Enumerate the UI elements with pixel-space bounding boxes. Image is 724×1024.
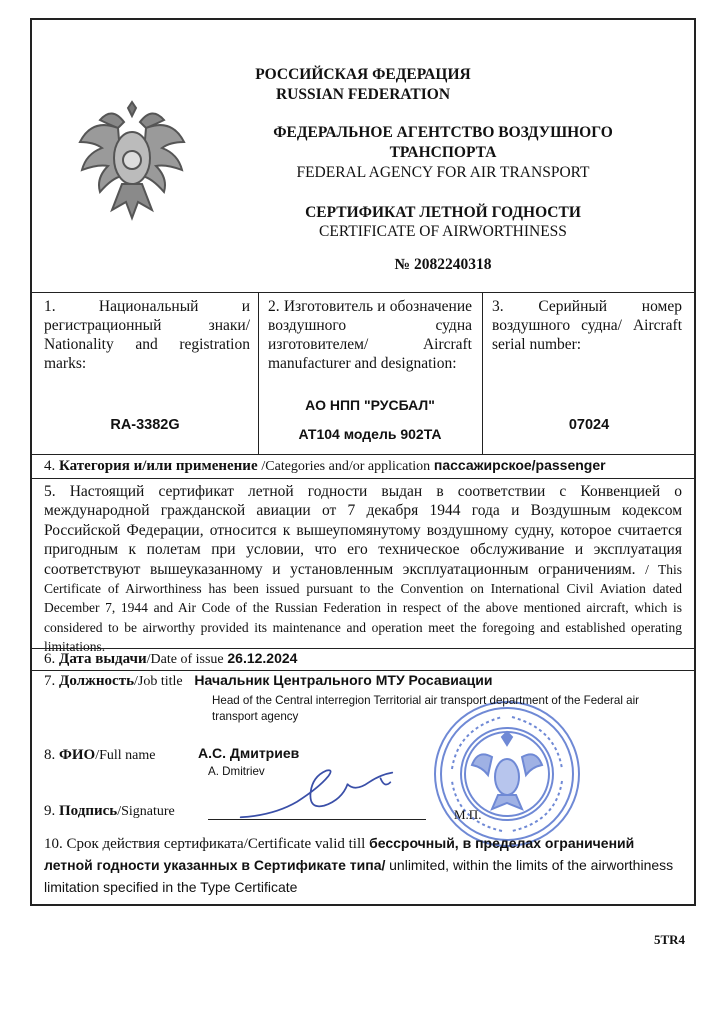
field-2-manufacturer-value: АО НПП "РУСБАЛ" — [305, 397, 435, 413]
field-2-cell — [258, 293, 482, 454]
field-4-label-ru: Категория и/или применение — [59, 458, 258, 474]
certificate-header — [32, 20, 694, 292]
field-9-row — [44, 803, 175, 820]
field-3-cell — [482, 293, 696, 454]
seal-place-label: М.П. — [454, 807, 482, 822]
field-7-label-en: /Job title — [134, 674, 183, 689]
certificate-frame — [30, 18, 696, 906]
field-7-number: 7. — [44, 673, 56, 689]
country-title-ru: РОССИЙСКАЯ ФЕДЕРАЦИЯ — [255, 66, 471, 83]
field-6-label-en: /Date of issue — [146, 652, 224, 667]
field-2-label: 2. Изготовитель и обозначение воздушного судна изготовителем/ Aircraft manufacturer and designation: — [268, 298, 472, 372]
document-title-ru: СЕРТИФИКАТ ЛЕТНОЙ ГОДНОСТИ — [305, 204, 581, 221]
field-1-label: 1. Национальный и регистрационный знаки/ Nationality and registration marks: — [44, 298, 250, 372]
field-8-name-value-en: A. Dmitriev — [208, 765, 265, 778]
agency-name-ru-line1: ФЕДЕРАЛЬНОЕ АГЕНТСТВО ВОЗДУШНОГО — [273, 124, 613, 141]
handwritten-signature-icon — [232, 759, 432, 827]
agency-name-ru-line2: ТРАНСПОРТА — [389, 144, 497, 161]
field-10-label: 10. Срок действия сертификата/Certificate valid till — [44, 836, 366, 852]
field-4-label-en: /Categories and/or application — [261, 459, 431, 474]
field-1-registration-value: RA-3382G — [110, 417, 180, 433]
fields-1-3-row — [32, 292, 694, 454]
field-7-title-value-en: Head of the Central interregion Territorial air transport department of the Federal air transport agency — [212, 694, 640, 723]
field-8-name-value-ru: А.С. Дмитриев — [198, 745, 300, 761]
certificate-number: № 2082240318 — [394, 256, 492, 273]
country-title-en: RUSSIAN FEDERATION — [275, 86, 451, 103]
form-code: 5TR4 — [654, 932, 686, 947]
field-4-number: 4. — [44, 458, 56, 474]
field-7-row — [44, 672, 684, 690]
field-3-label: 3. Серийный номер воздушного судна/ Aircraft serial number: — [492, 298, 682, 353]
field-10-validity-value-ru: бессрочный, в пределах ограничений летной годности указанных в Сертификате типа/ — [44, 835, 635, 873]
field-1-cell — [32, 293, 258, 454]
field-5-row — [32, 478, 694, 655]
field-9-label-ru: Подпись — [59, 803, 118, 819]
field-3-serial-value: 07024 — [568, 417, 610, 433]
field-7-label-ru: Должность — [59, 673, 135, 689]
field-9-label-en: /Signature — [117, 804, 175, 819]
field-5-statement-ru: 5. Настоящий сертификат летной годности выдан в соответствии с Конвенцией о международной гражданской авиации от 7 декабря 1944 года и Воздушным кодексом Российской Федерации, относится к вышеупомянутому воздушному судну, которое считается пригодным к полетам при условии, что его техническое обслуживание и эксплуатация соответствуют вышеуказанному и установленным эксплуатационным ограничениям. — [44, 483, 682, 578]
field-6-number: 6. — [44, 651, 56, 667]
field-8-row — [44, 747, 156, 764]
field-9-number: 9. — [44, 803, 56, 819]
field-6-row — [32, 648, 694, 670]
field-4-application-value: пассажирское/passenger — [433, 457, 606, 473]
field-7-title-value-ru: Начальник Центрального МТУ Росавиации — [194, 672, 493, 688]
field-8-label-en: /Full name — [95, 748, 156, 763]
field-10-row — [44, 833, 674, 899]
field-6-label-ru: Дата выдачи — [59, 651, 147, 667]
field-8-number: 8. — [44, 747, 56, 763]
field-5-statement — [44, 482, 682, 657]
field-10-validity-value-en: unlimited, within the limits of the airworthiness limitation specified in the Type Certificate — [44, 857, 674, 895]
field-2-designation-value: АТ104 модель 902ТА — [298, 426, 442, 442]
field-8-label-ru: ФИО — [59, 747, 96, 763]
field-4-row — [32, 454, 694, 478]
fields-7-10-block — [32, 670, 694, 906]
field-6-date-value: 26.12.2024 — [227, 650, 298, 666]
field-5-statement-en: / This Certificate of Airworthiness has been issued pursuant to the Convention on International Civil Aviation dated December 7, 1944 and Air Code of the Russian Federation in respect of the above mentioned aircraft, which is considered to be airworthy provided its maintenance and operation meet the foregoing and established operating limitations. — [44, 561, 682, 655]
document-title-en: CERTIFICATE OF AIRWORTHINESS — [319, 223, 567, 240]
agency-name-en: FEDERAL AGENCY FOR AIR TRANSPORT — [296, 164, 590, 181]
